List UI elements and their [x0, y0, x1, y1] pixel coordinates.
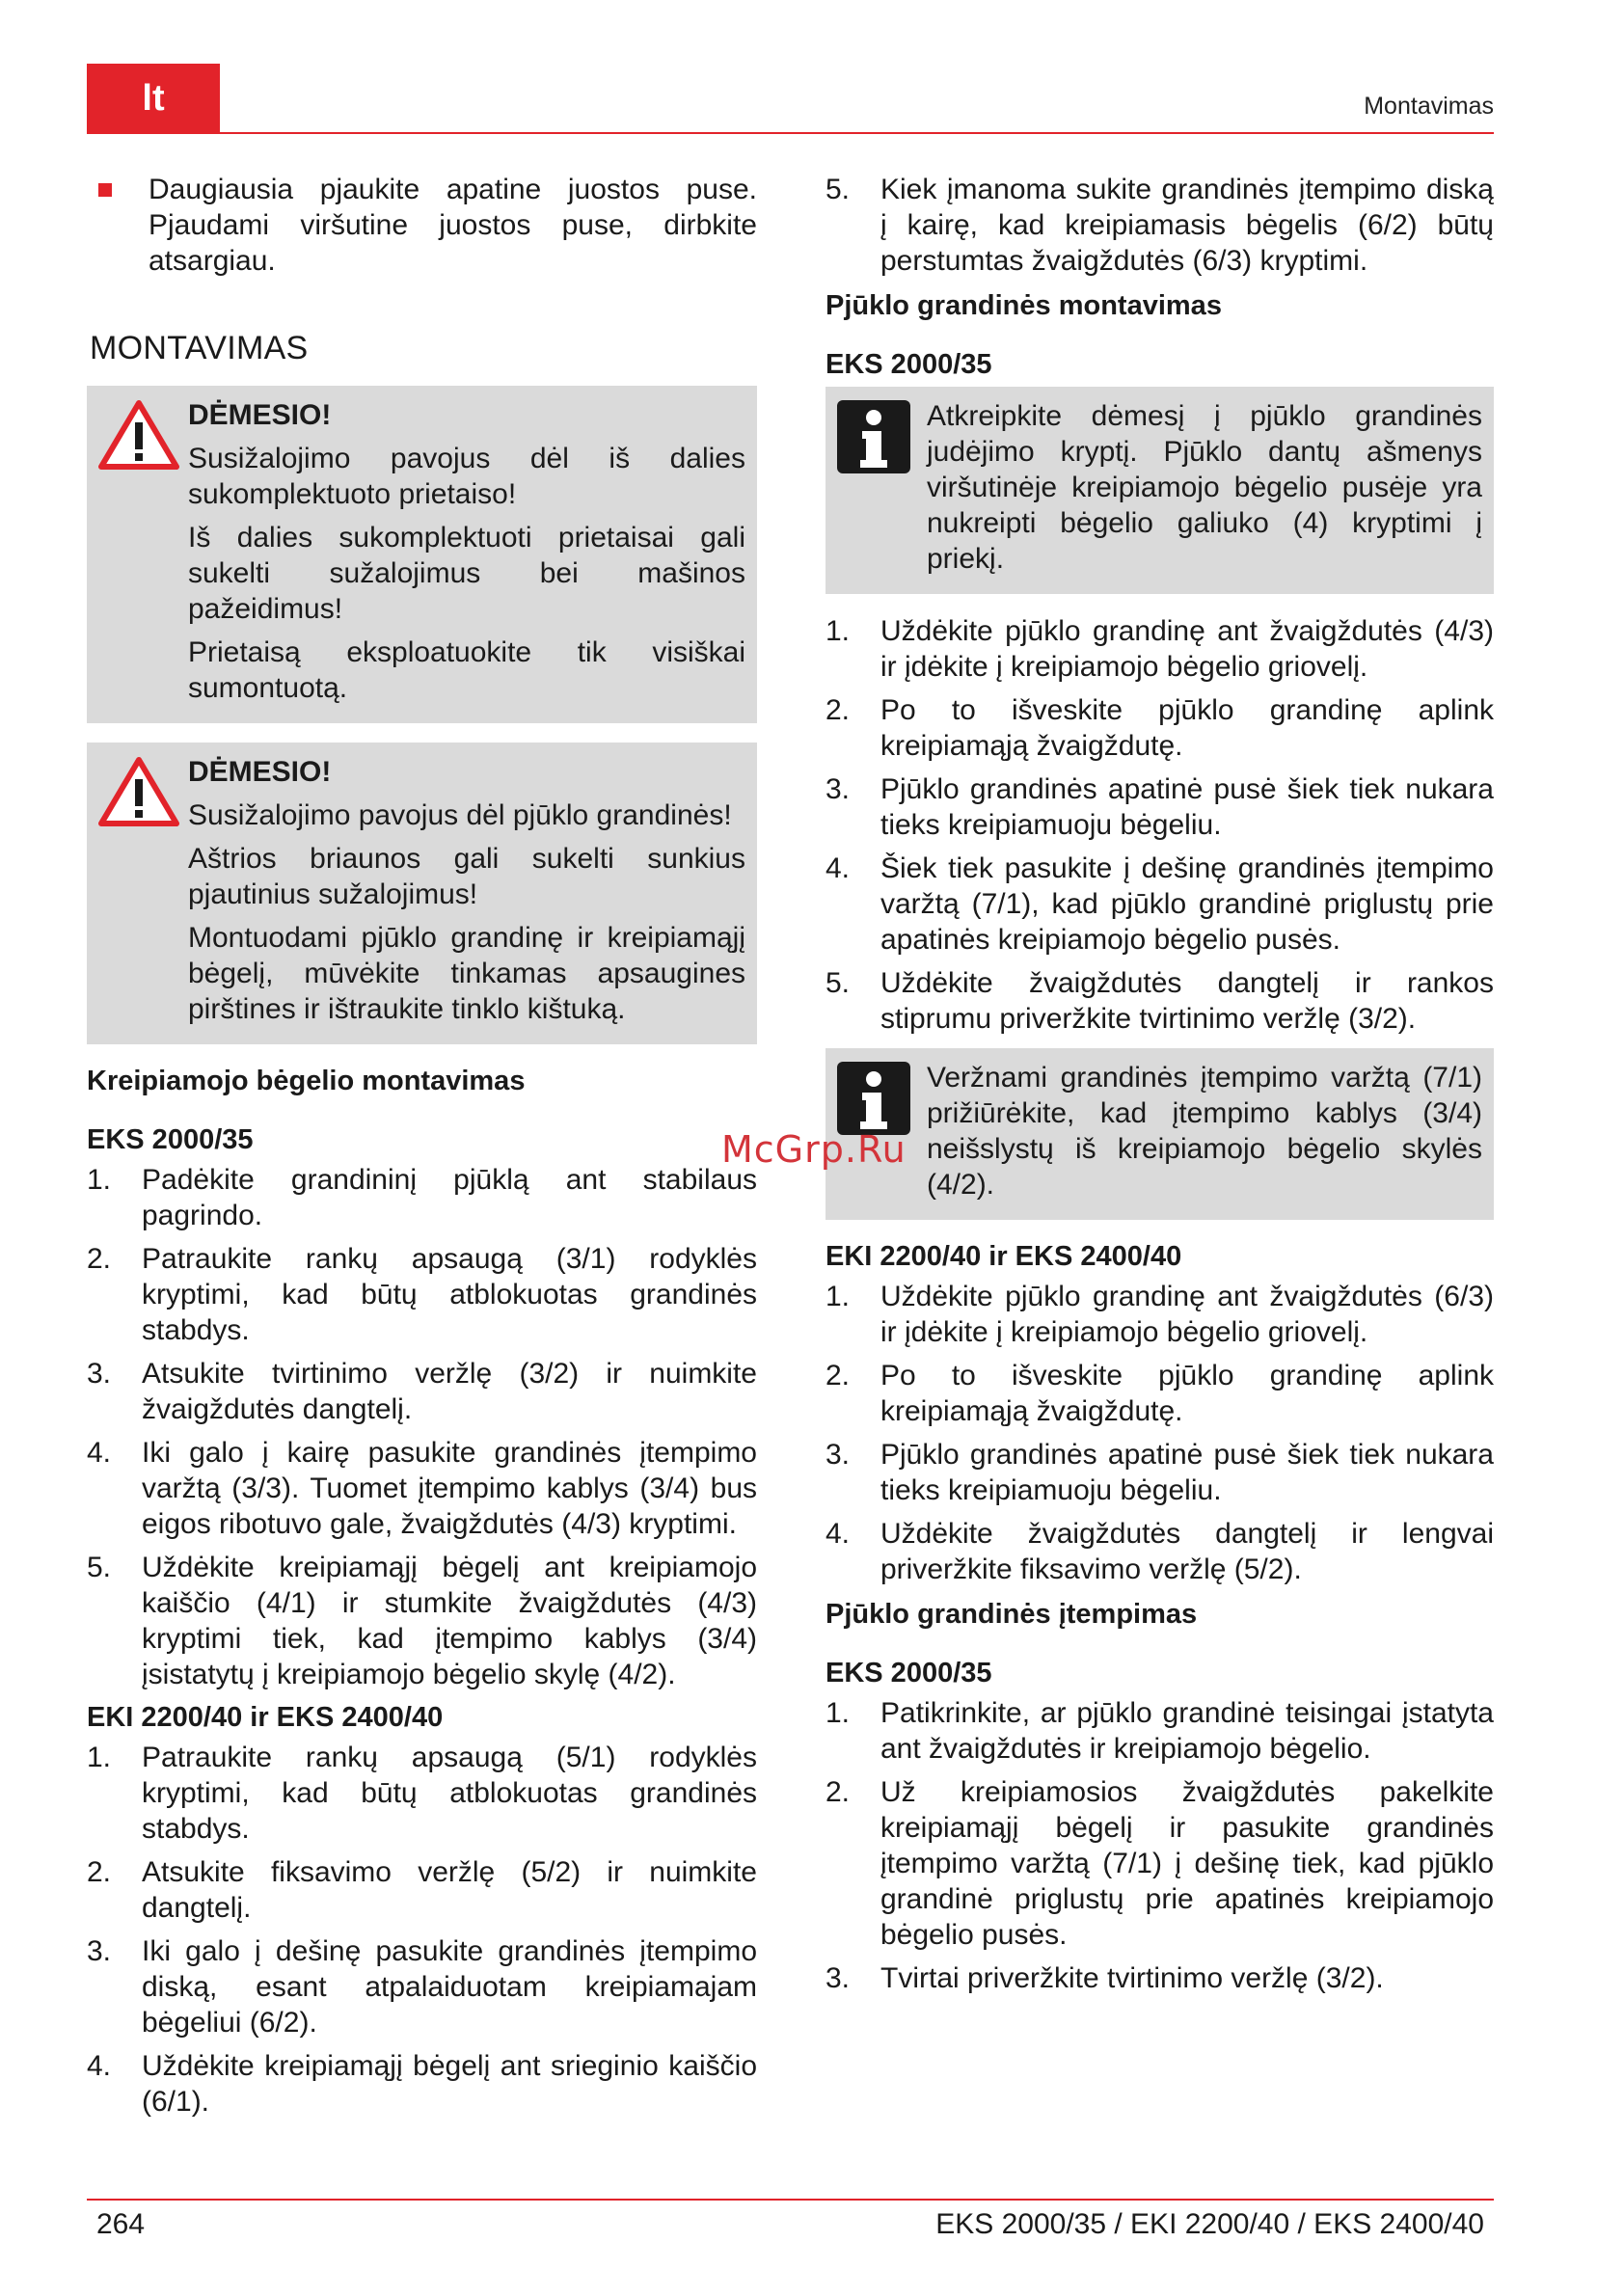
step-number: 4.	[87, 1437, 112, 1469]
step-text: Kiek įmanoma sukite grandinės įtempimo diską į kairę, kad kreipiamasis bėgelis (6/2) būtų perstumtas žvaigždutės (6/3) kryptimi.	[880, 174, 1494, 277]
warning-text: Aštrios briaunos gali sukelti sunkius pjautinius sužalojimus!	[188, 843, 745, 910]
warning-box-1	[87, 386, 757, 723]
warning-text: Iš dalies sukomplektuoti prietaisai gali sukelti sužalojimus bei mašinos pažeidimus!	[188, 522, 745, 625]
step-text: Šiek tiek pasukite į dešinę grandinės įtempimo varžtą (7/1), kad pjūklo grandinė priglustų prie apatinės kreipiamojo bėgelio pusės.	[880, 852, 1494, 956]
step-item	[87, 2048, 757, 2120]
warning-heading: DĖMESIO!	[188, 756, 332, 788]
step-number: 5.	[826, 174, 851, 205]
step-item	[826, 1695, 1494, 1767]
info-box-1	[826, 387, 1494, 594]
step-number: 5.	[87, 1552, 112, 1583]
step-number: 4.	[826, 852, 851, 884]
warning-text: Prietaisą eksploatuokite tik visiškai sumontuotą.	[188, 636, 745, 704]
warning-text: Susižalojimo pavojus dėl iš dalies sukomplektuoto prietaiso!	[188, 443, 745, 510]
step-item	[87, 1854, 757, 1926]
info-text: Atkreipkite dėmesį į pjūklo grandinės judėjimo kryptį. Pjūklo dantų ašmenys viršutinėje kreipiamojo bėgelio pusėje yra nukreipti bėgelio galiuko (4) kryptimi į priekį.	[927, 400, 1482, 575]
step-item	[826, 771, 1494, 843]
warning-text: Montuodami pjūklo grandinę ir kreipiamąjį bėgelį, mūvėkite tinkamas apsaugines pirštines ir ištraukite tinklo kištuką.	[188, 922, 745, 1025]
step-item	[826, 613, 1494, 685]
info-text: Veržnami grandinės įtempimo varžtą (7/1) prižiūrėkite, kad įtempimo kablys (3/4) neišslystų iš kreipiamojo bėgelio skylės (4/2).	[927, 1062, 1482, 1201]
warning-heading: DĖMESIO!	[188, 399, 332, 431]
step-number: 4.	[87, 2050, 112, 2082]
step-text: Atsukite tvirtinimo veržlę (3/2) ir nuimkite žvaigždutės dangtelį.	[142, 1358, 757, 1425]
step-item	[87, 1356, 757, 1427]
step-number: 1.	[826, 1697, 851, 1729]
guide-steps-eks2000	[87, 1162, 757, 1692]
step-number: 2.	[87, 1243, 112, 1275]
step-item	[87, 1933, 757, 2040]
chain-steps-eki2200	[826, 1279, 1494, 1587]
info-icon	[835, 398, 927, 584]
step-text: Pjūklo grandinės apatinė pusė šiek tiek nukara tieks kreipiamuoju bėgeliu.	[880, 1439, 1494, 1506]
warning-box-2	[87, 743, 757, 1044]
intro-bullet	[87, 172, 757, 279]
info-box-2	[826, 1048, 1494, 1220]
step-number: 2.	[826, 1360, 851, 1391]
warning-text: Susižalojimo pavojus dėl pjūklo grandinės!	[188, 799, 732, 831]
step-text: Uždėkite pjūklo grandinę ant žvaigždutės (4/3) ir įdėkite į kreipiamojo bėgelio griovelį.	[880, 615, 1494, 683]
intro-bullet-text: Daugiausia pjaukite apatine juostos puse. Pjaudami viršutine juostos puse, dirbkite atsargiau.	[149, 174, 757, 277]
step-item	[87, 1740, 757, 1847]
step-text: Uždėkite kreipiamąjį bėgelį ant srieginio kaiščio (6/1).	[142, 2050, 757, 2118]
step-text: Uždėkite kreipiamąjį bėgelį ant kreipiamojo kaiščio (4/1) ir stumkite žvaigždutės (4/3) kryptimi tiek, kad įtempimo kablys (3/4) įsistatytų į kreipiamojo bėgelio skylę (4/2).	[142, 1552, 757, 1690]
step-item	[87, 1550, 757, 1692]
step-text: Uždėkite pjūklo grandinę ant žvaigždutės (6/3) ir įdėkite į kreipiamojo bėgelio griovelį.	[880, 1281, 1494, 1348]
step-item	[87, 1435, 757, 1542]
watermark-text: McGrp.Ru	[721, 1128, 907, 1171]
step-number: 3.	[87, 1358, 112, 1390]
warning-triangle-icon	[96, 397, 188, 714]
step-number: 2.	[826, 694, 851, 726]
step-item	[826, 1437, 1494, 1508]
step-number: 1.	[826, 1281, 851, 1312]
guide-steps-continued	[826, 172, 1494, 279]
step-item	[826, 1358, 1494, 1429]
language-tab: lt	[87, 64, 220, 133]
guide-steps-eki2200	[87, 1740, 757, 2120]
step-text: Patraukite rankų apsaugą (5/1) rodyklės kryptimi, kad būtų atblokuotas grandinės stabdys.	[142, 1742, 757, 1845]
step-item	[826, 965, 1494, 1037]
step-item	[87, 1241, 757, 1348]
page-number: 264	[96, 2208, 146, 2240]
step-text: Uždėkite žvaigždutės dangtelį ir rankos stiprumu priveržkite tvirtinimo veržlę (3/2).	[880, 967, 1494, 1035]
step-item	[826, 1516, 1494, 1587]
step-number: 4.	[826, 1518, 851, 1550]
right-column	[826, 172, 1494, 2004]
step-text: Pjūklo grandinės apatinė pusė šiek tiek nukara tieks kreipiamuoju bėgeliu.	[880, 773, 1494, 841]
step-number: 2.	[87, 1856, 112, 1888]
model-heading: EKS 2000/35	[87, 1124, 254, 1155]
step-item	[826, 851, 1494, 958]
step-item	[826, 1279, 1494, 1350]
warning-triangle-icon	[96, 754, 188, 1035]
step-text: Atsukite fiksavimo veržlę (5/2) ir nuimkite dangtelį.	[142, 1856, 757, 1924]
step-text: Iki galo į dešinę pasukite grandinės įtempimo diską, esant atpalaiduotam kreipiamajam bėgeliui (6/2).	[142, 1935, 757, 2039]
model-heading: EKI 2200/40 ir EKS 2400/40	[826, 1241, 1182, 1272]
step-text: Po to išveskite pjūklo grandinę aplink kreipiamąją žvaigždutę.	[880, 694, 1494, 762]
step-text: Iki galo į kairę pasukite grandinės įtempimo varžtą (3/3). Tuomet įtempimo kablys (3/4) bus eigos ribotuvo gale, žvaigždutės (4/3) kryptimi.	[142, 1437, 757, 1540]
bullet-square-icon	[98, 183, 112, 197]
step-item	[87, 1162, 757, 1233]
model-heading: EKS 2000/35	[826, 1658, 992, 1688]
step-text: Padėkite grandininį pjūklą ant stabilaus pagrindo.	[142, 1164, 757, 1231]
step-number: 3.	[87, 1935, 112, 1967]
step-number: 3.	[826, 773, 851, 805]
step-item	[826, 692, 1494, 764]
step-text: Po to išveskite pjūklo grandinę aplink kreipiamąją žvaigždutę.	[880, 1360, 1494, 1427]
model-heading: EKI 2200/40 ir EKS 2400/40	[87, 1702, 444, 1733]
step-number: 1.	[826, 615, 851, 647]
footer-models: EKS 2000/35 / EKI 2200/40 / EKS 2400/40	[935, 2208, 1484, 2240]
step-number: 3.	[826, 1439, 851, 1471]
chain-steps-eks2000	[826, 613, 1494, 1037]
guide-mounting-title: Kreipiamojo bėgelio montavimas	[87, 1066, 526, 1096]
model-heading: EKS 2000/35	[826, 349, 992, 380]
step-number: 5.	[826, 967, 851, 999]
step-text: Uždėkite žvaigždutės dangtelį ir lengvai priveržkite fiksavimo veržlę (5/2).	[880, 1518, 1494, 1585]
step-number: 2.	[826, 1776, 851, 1808]
step-number: 1.	[87, 1742, 112, 1773]
step-number: 1.	[87, 1164, 112, 1196]
step-number: 3.	[826, 1962, 851, 1994]
footer-rule	[87, 2199, 1494, 2201]
section-title: MONTAVIMAS	[90, 330, 309, 366]
step-item	[826, 1774, 1494, 1953]
header-rule	[87, 132, 1494, 134]
header-title: Montavimas	[1364, 93, 1494, 120]
left-column	[87, 172, 757, 2127]
step-item	[826, 1960, 1494, 1996]
step-item	[826, 172, 1494, 279]
chain-tension-title: Pjūklo grandinės įtempimas	[826, 1599, 1198, 1630]
step-text: Patikrinkite, ar pjūklo grandinė teisingai įstatyta ant žvaigždutės ir kreipiamojo bėgelio.	[880, 1697, 1494, 1765]
step-text: Tvirtai priveržkite tvirtinimo veržlę (3/2).	[880, 1962, 1384, 1994]
step-text: Už kreipiamosios žvaigždutės pakelkite kreipiamąjį bėgelį ir pasukite grandinės įtempimo varžtą (7/1) į dešinę tiek, kad pjūklo grandinė priglustų prie apatinės kreipiamojo bėgelio pusės.	[880, 1776, 1494, 1951]
tension-steps-eks2000	[826, 1695, 1494, 1996]
chain-mounting-title: Pjūklo grandinės montavimas	[826, 290, 1222, 321]
step-text: Patraukite rankų apsaugą (3/1) rodyklės kryptimi, kad būtų atblokuotas grandinės stabdys.	[142, 1243, 757, 1346]
